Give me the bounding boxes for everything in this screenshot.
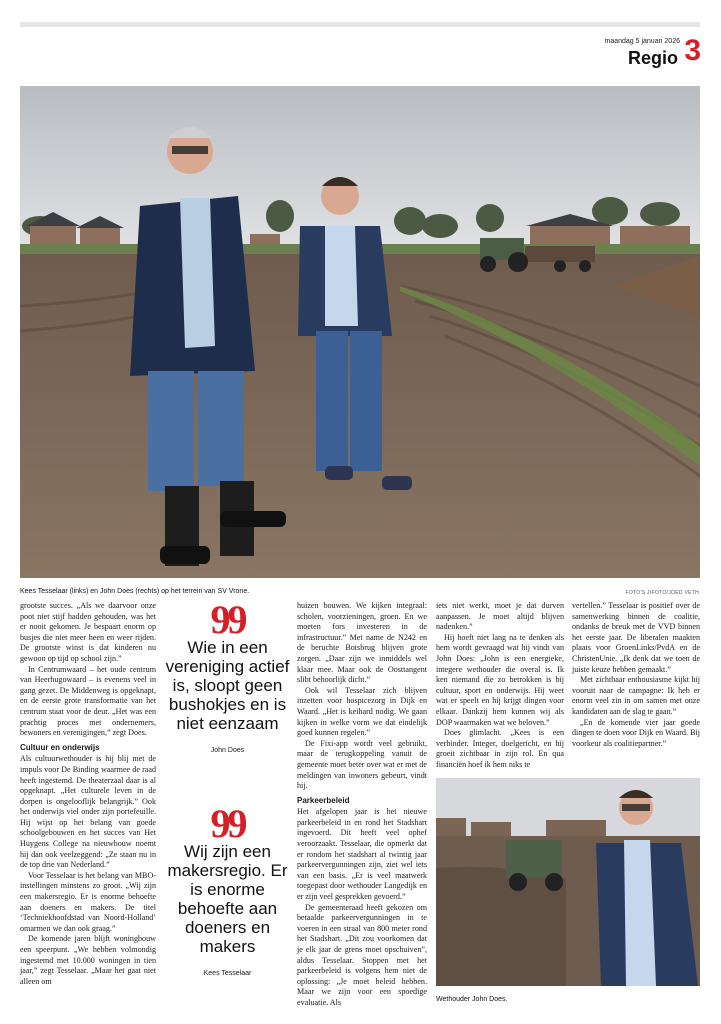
quote-mark-icon: 99 [210,597,245,642]
subheading: Parkeerbeleid [297,795,350,805]
pull-quote [165,597,290,754]
photo-credit: FOTO'S JIFOTO/JOED VETH [625,590,699,596]
paragraph: De komende jaren blijft woningbouw een speerpunt. „We hebben volmondig ingestemd met 10.000 woningen in tien jaar,” zegt Tesselaar. „Maar het gaat niet alleen om [20,934,156,986]
paragraph: grootste succes. „Als we daarvoor onze poot niet stijf hadden gehouden, was het er nooit gekomen. Je bespaart enorm op busjes die niet meer heen en weer rijden. De grootste winst is dat kinderen nu gewoon op tijd op school zijn.” [20,601,156,663]
subheading: Cultuur en onderwijs [20,742,100,752]
side-photo-caption: Wethouder John Does. [436,996,508,1003]
main-photo-caption: Kees Tesselaar (links) en John Does (rechts) op het terrein van SV Vrone. [20,588,250,595]
paragraph: De Fixi-app wordt veel gebruikt, maar de terugkoppeling vanuit de gemeente moet beter over wat er met de meldingen van inwoners gebeurt, vindt hij. [297,738,427,791]
article-column-4 [436,601,564,771]
paragraph: Voor Tesselaar is het belang van MBO-instellingen minstens zo groot. „Wij zijn een makersregio. Er is enorme behoefte aan doeners en makers. De titel ‘Techniekhoofdstad van Noord-Holland’ omarmen we dan ook graag.” [20,870,156,933]
paragraph: Ook wil Tesselaar zich blijven inzetten voor hospicezorg in Dijk en Waard. „Het is keihard nodig. We gaan kijken in welke vorm we dat eindelijk goed kunnen regelen.” [297,685,427,738]
quote-mark-icon: 99 [210,801,245,846]
article-column-3 [297,601,427,1009]
page-number: 3 [684,34,701,67]
issue-date: maandag 5 januari 2026 [604,38,680,45]
paragraph: Hij hoeft niet lang na te denken als hem wordt gevraagd wat hij vindt van John Does: „John is een energieke, integere wethouder die overal is. Ik ken niemand die zo betrokken is bij cultuur, sport en onderwijs. Hij weet wat er speelt en hij krijgt dingen voor elkaar. Dankzij hem kunnen wij als DOP waarmaken wat we beloven.” [436,632,564,727]
paragraph: Does glimlacht. „Kees is een verbinder. Integer, doelgericht, en hij groeit zichtbaar in zijn rol. En qua financiën hoef ik hem niks te [436,728,564,769]
quote-text: Wie in een vereniging actief is, sloopt geen bushokjes en is niet eenzaam [165,638,290,733]
main-photo [20,86,700,578]
quote-text: Wij zijn een makersregio. Er is enorme behoefte aan doeners en makers [167,842,288,956]
paragraph: Met zichtbaar enthousiasme kijkt hij vooruit naar de campagne: Ik heb er enorm veel zin in om samen met onze kandidaten aan de slag te gaan.” [572,675,700,716]
section-title: Regio [627,48,678,68]
article-column-5 [572,601,700,749]
paragraph: iets niet werkt, moet je dat durven aanpassen. Je moet altijd blijven nadenken.” [436,601,564,632]
paragraph: vertellen.” Tesselaar is positief over de samenwerking binnen de coalitie, ondanks de breuk met de VVD binnen het eerste jaar. De liberalen maakten plaats voor GroenLinks/PvdA en de ChristenUnie. „Ik denk dat we toen de juiste keuze hebben gemaakt.” [572,601,700,674]
side-photo [436,778,700,986]
paragraph: In Centrumwaard – het oude centrum van Heerhugowaard – is evenens veel in gang gezet. De Middenweg is opgeknapt, en de eerste grote transformatie van het centrum staat voor de deur. „Het was een prachtig proces met ondernemers, bewoners en verenigingen,” zegt Does. [20,664,156,738]
article-column-1 [20,601,156,987]
paragraph: Het afgelopen jaar is het nieuwe parkeerbeleid in en rond het Stadshart ingevoerd. Dit heeft veel ophef veroorzaakt. Tesselaar, die opmerkt dat er rondom het stadshart al twintig jaar parkeervergunningen zijn, ziet wel iets van een basis. „Er is veel maatwerk toegepast door wethouder Langedijk en er zijn veel gesprekken gevoerd.” [297,807,427,902]
quote-author: John Does [210,747,245,754]
paragraph: Als cultuurwethouder is hij blij met de impuls voor De Binding waarmee de raad heeft ingestemd. De theaterzaal daar is al opgeknapt. „Het culturele leven in de dorpen is ongelooflijk belangrijk.” Ook het onderwijs viel onder zijn portefeuille. Hij wijst op het belang van goede schoolgebouwen en het succes van Het Huygens College na nieuwbouw noemt hij dan ook veelzeggend: „Ze staan nu in de top drie van Nederland.” [20,754,156,870]
paragraph: huizen bouwen. We kijken integraal: scholen, voorzieningen, groen. En we moeten fors investeren in de infrastructuur.” Met name de N242 en de beruchte Botsbrug blijven grote zorgen. „Daar zijn we inmiddels wel klaar mee. Maar ook de Oosttangent slibt behoorlijk dicht.” [297,601,427,685]
top-rule [20,22,700,27]
paragraph: „En de komende vier jaar goede dingen te doen voor Dijk en Waard. Bij voorkeur als coalitiepartner.” [572,717,700,748]
paragraph: De gemeenteraad heeft gekozen om betaalde parkeervergunningen in te voeren in een straal van 800 meter rond het Stadshart. „Dit zou voorkomen dat je elk jaar de grens moet opschuiven”, aldus Tesselaar. Stoppen met het parkeerbeleid is volgens hem niet de oplossing: „Je moet beleid hebben. Maar we zijn voor een spoedige evaluatie. Als [297,902,427,1007]
pull-quote [165,801,290,977]
quote-author: Kees Tesselaar [203,970,252,977]
